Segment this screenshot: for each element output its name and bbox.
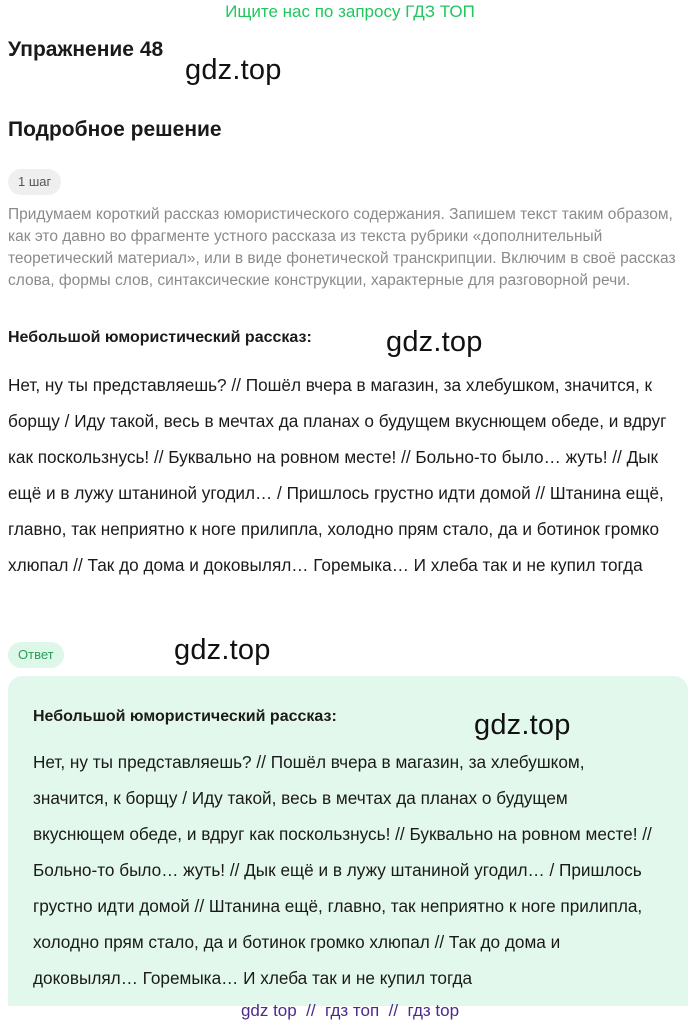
story-text: Нет, ну ты представляешь? // Пошёл вчера в магазин, за хлебушком, значится, к борщу / Иду такой, весь в мечтах да планах о будущем вкуснющем обеде, и вдруг как поскользнусь! // Буквально на ровном месте! // Больно-то было… жуть! // Дык ещё и в лужу штаниной угодил… / Пришлось грустно идти домой // Штанина ещё, главно, так неприятно к ноге прилипла, холодно прям стало, да и ботинок громко хлюпал // Так до дома и доковылял… Горемыка… И хлеба так и не купил тогда (8, 375, 667, 575)
promo-banner: Ищите нас по запросу ГДЗ ТОП (225, 2, 475, 21)
watermark: gdz.top (185, 54, 282, 86)
solution-title: Подробное решение (8, 118, 222, 141)
exercise-title: Упражнение 48 (8, 38, 164, 61)
answer-heading: Небольшой юмористический рассказ: (33, 708, 337, 725)
footer-watermark: gdz top // гдз топ // гдз top (240, 1001, 460, 1020)
step-badge: 1 шаг (8, 169, 61, 195)
watermark: gdz.top (174, 634, 271, 666)
watermark: gdz.top (386, 326, 483, 358)
answer-text: Нет, ну ты представляешь? // Пошёл вчера в магазин, за хлебушком, значится, к борщу / Иду такой, весь в мечтах да планах о будущем вкуснющем обеде, и вдруг как поскользнусь! // Буквально на ровном месте! // Больно-то было… жуть! // Дык ещё и в лужу штаниной угодил… / Пришлось грустно идти домой // Штанина ещё, главно, так неприятно к ноге прилипла, холодно прям стало, да и ботинок громко хлюпал // Так до дома и доковылял… Горемыка… И хлеба так и не купил тогда (33, 752, 652, 988)
answer-badge: Ответ (8, 642, 64, 668)
story-heading: Небольшой юмористический рассказ: (8, 329, 312, 346)
watermark: gdz.top (474, 709, 571, 741)
step-description: Придумаем короткий рассказ юмористического содержания. Запишем текст таким образом, как это давно во фрагменте устного рассказа из текста рубрики «дополнительный теоретический материал», или в виде фонетической транскрипции. Включим в своё рассказ слова, формы слов, синтаксические конструкции, характерные для разговорной речи. (8, 206, 676, 289)
